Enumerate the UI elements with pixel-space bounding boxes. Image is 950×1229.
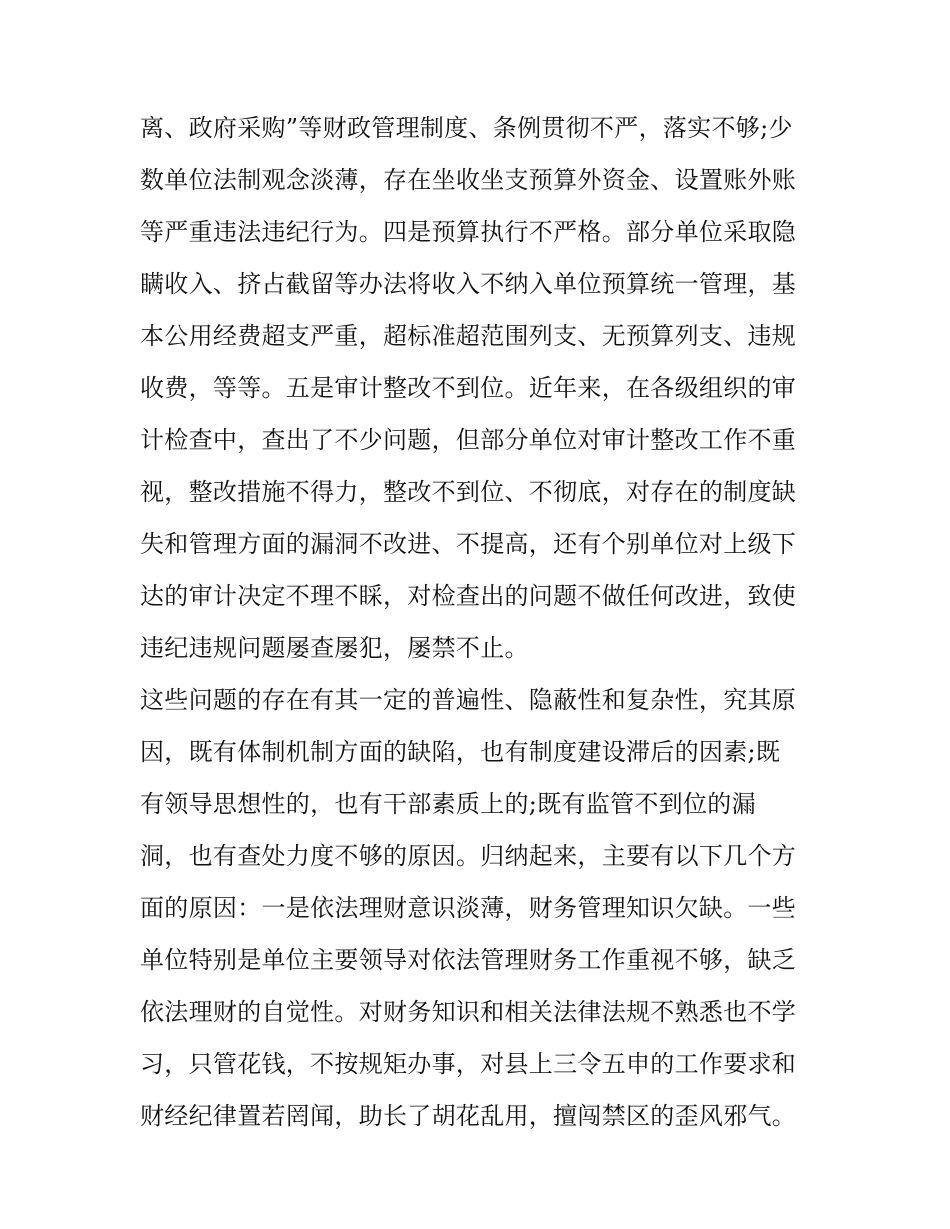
text-line: 失和管理方面的漏洞不改进、不提高，还有个别单位对上级下 bbox=[140, 530, 797, 558]
text-line: 单位特别是单位主要领导对依法管理财务工作重视不够，缺乏 bbox=[140, 946, 797, 974]
text-line: 瞒收入、挤占截留等办法将收入不纳入单位预算统一管理，基 bbox=[140, 270, 797, 298]
text-line: 财经纪律置若罔闻，助长了胡花乱用，擅闯禁区的歪风邪气。 bbox=[140, 1102, 797, 1130]
text-line: 这些问题的存在有其一定的普遍性、隐蔽性和复杂性，究其原 bbox=[140, 686, 797, 714]
text-line: 有领导思想性的，也有干部素质上的;既有监管不到位的漏 bbox=[140, 790, 756, 818]
text-line: 依法理财的自觉性。对财务知识和相关法律法规不熟悉也不学 bbox=[140, 998, 797, 1026]
text-line: 视，整改措施不得力，整改不到位、不彻底，对存在的制度缺 bbox=[140, 478, 797, 506]
text-line: 达的审计决定不理不睬，对检查出的问题不做任何改进，致使 bbox=[140, 582, 797, 610]
text-line: 等严重违法违纪行为。四是预算执行不严格。部分单位采取隐 bbox=[140, 218, 797, 246]
text-line: 离、政府采购”等财政管理制度、条例贯彻不严，落实不够;少 bbox=[140, 114, 793, 142]
text-line: 数单位法制观念淡薄，存在坐收坐支预算外资金、设置账外账 bbox=[140, 166, 797, 194]
text-line: 本公用经费超支严重，超标准超范围列支、无预算列支、违规 bbox=[140, 322, 797, 350]
text-line: 洞，也有查处力度不够的原因。归纳起来，主要有以下几个方 bbox=[140, 842, 797, 870]
text-line: 计检查中，查出了不少问题，但部分单位对审计整改工作不重 bbox=[140, 426, 797, 454]
text-line: 违纪违规问题屡查屡犯，屡禁不止。 bbox=[140, 634, 529, 662]
text-line: 面的原因：一是依法理财意识淡薄，财务管理知识欠缺。一些 bbox=[140, 894, 797, 922]
body-text bbox=[140, 102, 830, 1142]
text-line: 因，既有体制机制方面的缺陷，也有制度建设滞后的因素;既 bbox=[140, 738, 781, 766]
text-line: 收费，等等。五是审计整改不到位。近年来，在各级组织的审 bbox=[140, 374, 797, 402]
text-line: 习，只管花钱，不按规矩办事，对县上三令五申的工作要求和 bbox=[140, 1050, 797, 1078]
